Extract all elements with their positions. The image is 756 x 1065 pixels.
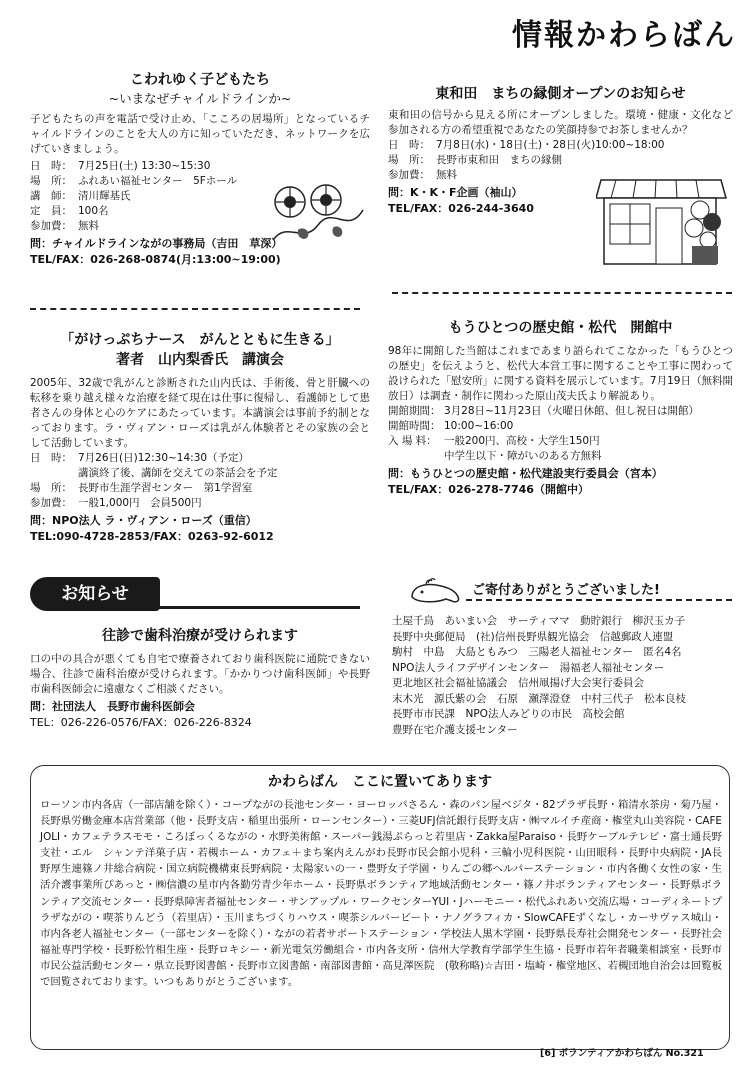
contact-tel: TEL:090-4728-2853/FAX：0263-92-6012 xyxy=(30,530,274,543)
donor-line: 末木光 源氏紫の会 石原 瀬澤澄登 中村三代子 松本良枝 xyxy=(392,692,686,705)
article-body: 東和田の信号から見える所にオープンしました。環境・健康・文化など参加される方の希望重視であなたの笑顔持参でお茶しませんか？ xyxy=(388,109,733,136)
article-body: 2005年、32歳で乳がんと診断された山内氏は、手術後、骨と肝臓への転移を乗り越え様々な治療を経て現在は仕事に復帰し、看護師として患者さんの身体と心のケアにあたっています。本講演会は事前予約制となっております。ラ・ヴィアン・ローズは乳がん体験者とその家族の会として活動しています。 xyxy=(30,377,370,449)
contact-name: 問：K・K・F企画（袖山） xyxy=(388,186,523,199)
article-title: 東和田 まちの縁側オープンのお知らせ xyxy=(435,86,686,102)
shop-illustration xyxy=(596,170,730,270)
places-list: ローソン市内各店（一部店舗を除く）・コープながの長池センター・ヨーロッパさるん・森のパン屋ベジタ・82プラザ長野・箱清水茶房・菊乃屋・長野県労働金庫本店営業部（他・長野支店・稲里出張所・ローンセンター）・三菱UFJ信託銀行長野支店・㈱マルイチ産商・権堂丸山美容院・CAFE JOLI・カフェテラスモモ・ころぼっくるながの・水野美術館・スーパー銭湯ぷらっと若里店・Zakka屋Paraiso・長野ケーブルテレビ・富士通長野支社・エル シャンテ洋菓子店・若槻ホーム・カフェ＋まち案内えんがわ長野市民会館小児科・三輪小児科医院・山田眼科・長野中央病院・JA長野厚生連篠ノ井総合病院・国立病院機構東長野病院・太陽家いの一・豊野女子学園・りんごの郷ヘルパーステーション・市内各働く女性の家・生活介護事業所ぴあっと・㈱信濃の星市内各勤労青少年ホーム・長野県ボランティア地域活動センター・篠ノ井ボランティアセンター・長野県ボランティア交流センター・長野県障害者福祉センター・サンアップル・ワークセンターYUI・Jハーモニー・松代ふれあい交流広場・コーディネートプラザながの・喫茶りんどう（若里店）・玉川まちづくりハウス・喫茶シルバービート・ナノグラフィカ・SlowCAFEずくなし・カーサヴァス城山・市内各老人福祉センター（一部センターを除く）・ながの若者サポートステーション・学校法人黒木学園・長野県長寿社会開発センター・長野社会福祉専門学校・長野松竹相生座・長野ロキシー・新光電気労働組合・市内各支所・信州大学教育学部学生生協・長野市若年者職業相談室・長野市市民公益活動センター・県立長野図書館・長野市立図書館・南部図書館・高見澤医院 (敬称略)☆吉田・塩崎・権堂地区、若槻団地自治会は回覧板で回覧されております。いつもありがとうございます。 xyxy=(40,799,722,989)
article-title: 「がけっぷちナース がんとともに生きる」 xyxy=(60,332,340,348)
info-row: 開館期間： 3月28日~11月23日（火曜日休館、但し祝日は開館） xyxy=(388,405,700,417)
thanks-divider xyxy=(466,599,732,601)
article-title: もうひとつの歴史館・松代 開館中 xyxy=(448,320,673,336)
divider xyxy=(30,308,360,310)
contact-tel: TEL/FAX：026-278-7746（開館中） xyxy=(388,483,589,496)
article-history-museum xyxy=(388,318,733,498)
article-subtitle: 著者 山内梨香氏 講演会 xyxy=(116,352,284,368)
notice-badge-line xyxy=(155,606,360,609)
masthead-title: 情報かわらばん xyxy=(512,18,736,53)
whale-icon xyxy=(406,577,466,605)
thanks-title: ご寄付ありがとうございました! xyxy=(472,583,660,598)
contact-name: 問：チャイルドラインながの事務局（吉田 草深） xyxy=(30,237,283,250)
article-title: 往診で歯科治療が受けられます xyxy=(102,628,298,644)
info-row: 入 場 料： 一般200円、高校・大学生150円 xyxy=(388,435,600,447)
donor-list xyxy=(392,614,732,738)
info-row: 参加費： 一般1,000円 会員500円 xyxy=(30,497,202,509)
places-title: かわらばん ここに置いてあります xyxy=(268,774,492,790)
article-subtitle: ~いまなぜチャイルドラインか~ xyxy=(108,91,292,106)
thanks-header xyxy=(402,577,732,605)
article-body: 子どもたちの声を電話で受け止め、「こころの居場所」となっているチャイルドラインのことを大人の方に知っていただき、ネットワークを広げていきましょう。 xyxy=(30,113,370,155)
article-body: 98年に開館した当館はこれまであまり語られてこなかった「もうひとつの歴史」を伝えようと、松代大本営工事に関することや工事に関わって設けられた「慰安所」に関する資料を展示しています。7月19日（無料開放日）は調査・制作に関わった原山茂夫氏より解説あり。 xyxy=(388,345,733,402)
page-footer: [6] ボランティアかわらばん No.321 xyxy=(540,1048,704,1059)
donor-line: 土屋千鳥 あいまい会 サーティママ 動貯銀行 柳沢玉カ子 xyxy=(392,615,686,627)
info-row: 講 師： 清川輝基氏 xyxy=(30,190,131,202)
contact-tel: TEL/FAX：026-244-3640 xyxy=(388,202,534,215)
contact-tel: TEL/FAX：026-268-0874(月:13:00~19:00) xyxy=(30,253,281,266)
info-row: 日 時： 7月25日(土) 13:30~15:30 xyxy=(30,160,211,172)
info-row: 中学生以下・障がいのある方無料 xyxy=(444,450,602,462)
donor-line: 駒村 中島 大島ともみつ 三陽老人福祉センター 匿名4名 xyxy=(392,646,682,658)
info-row: 日 時： 7月8日(水)・18日(土)・28日(火)10:00~18:00 xyxy=(388,139,665,151)
info-row: 参加費： 無料 xyxy=(30,220,99,232)
contact-name: 問：もうひとつの歴史館・松代建設実行委員会（宮本） xyxy=(388,467,663,480)
donor-line: NPO法人ライフデザインセンター 湯福老人福祉センター xyxy=(392,661,665,674)
donor-line: 長野中央郵便局 (社)信州長野県観光協会 信越郵政人連盟 xyxy=(392,630,674,643)
article-dental xyxy=(30,626,370,731)
donor-line: 長野市市民課 NPO法人みどりの市民 高校会館 xyxy=(392,708,625,720)
notice-badge xyxy=(30,577,360,611)
donor-line: 豊野在宅介護支援センター xyxy=(392,723,518,736)
morning-glory-illustration xyxy=(268,180,368,252)
contact-name: 問：社団法人 長野市歯科医師会 xyxy=(30,700,195,713)
article-body: 口の中の具合が悪くても自宅で療養されており歯科医院に通院できない場合、往診で歯科治療が受けられます。「かかりつけ歯科医師」や長野市歯科医師会に遠慮なくご相談ください。 xyxy=(30,653,370,695)
article-title: こわれゆく子どもたち xyxy=(130,72,270,88)
info-row: 開館時間： 10:00~16:00 xyxy=(388,420,514,432)
info-row: 場 所： 長野市生涯学習センター 第1学習室 xyxy=(30,482,253,494)
contact-name: 問：NPO法人 ラ・ヴィアン・ローズ（重信） xyxy=(30,514,257,527)
info-row: 講演終了後、講師を交えての茶話会を予定 xyxy=(78,467,278,479)
contact-tel: TEL：026-226-0576/FAX：026-226-8324 xyxy=(30,716,252,729)
article-nurse-lecture xyxy=(30,330,370,545)
info-row: 場 所： 長野市東和田 まちの縁側 xyxy=(388,154,562,166)
donor-line: 更北地区社会福祉協議会 信州凧揚げ大会実行委員会 xyxy=(392,677,644,689)
notice-badge-label: お知らせ xyxy=(30,577,160,611)
info-row: 場 所： ふれあい福祉センター 5Fホール xyxy=(30,175,238,187)
info-row: 定 員： 100名 xyxy=(30,205,109,217)
divider xyxy=(392,292,732,294)
info-row: 日 時： 7月26日(日)12:30~14:30（予定） xyxy=(30,452,250,464)
info-row: 参加費： 無料 xyxy=(388,169,457,181)
